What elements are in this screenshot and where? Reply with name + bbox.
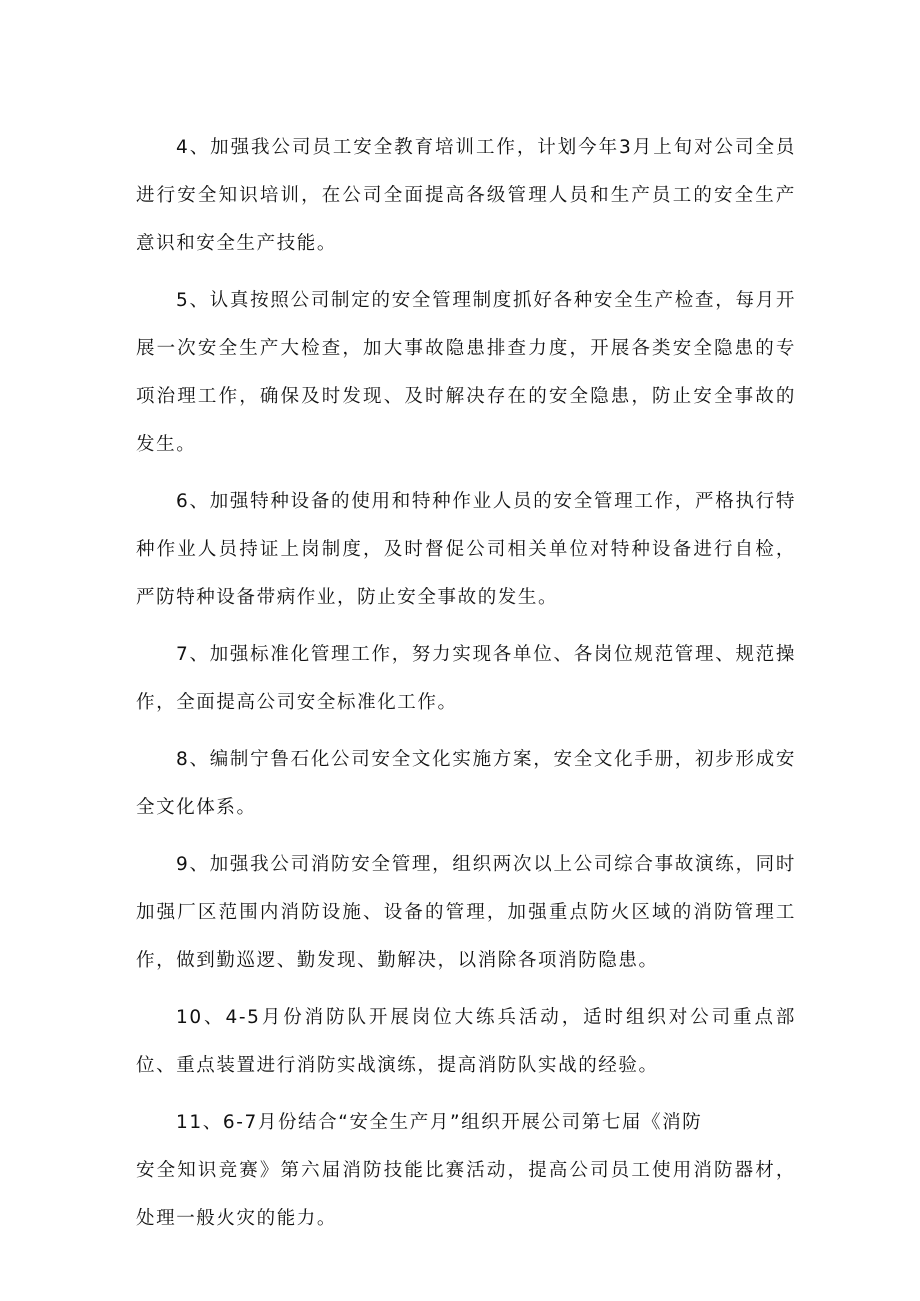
paragraph-item-8: 8、编制宁鲁石化公司安全文化实施方案，安全文化手册，初步形成安全文化体系。 — [136, 749, 796, 818]
paragraph-item-6: 6、加强特种设备的使用和特种作业人员的安全管理工作，严格执行特种作业人员持证上岗制度，及时督促公司相关单位对特种设备进行自检，严防特种设备带病作业，防止安全事故的发生。 — [136, 491, 796, 608]
document-body — [136, 124, 796, 1252]
paragraph-item-7: 7、加强标准化管理工作，努力实现各单位、各岗位规范管理、规范操作，全面提高公司安全标准化工作。 — [136, 644, 796, 713]
paragraph-item-11: 11、6-7月份结合“安全生产月”组织开展公司第七届《消防 安全知识竞赛》第六届消防技能比赛活动，提高公司员工使用消防器材，处理一般火灾的能力。 — [136, 1112, 796, 1229]
paragraph-item-5: 5、认真按照公司制定的安全管理制度抓好各种安全生产检查，每月开展一次安全生产大检查，加大事故隐患排查力度，开展各类安全隐患的专项治理工作，确保及时发现、及时解决存在的安全隐患，防止安全事故的发生。 — [136, 290, 796, 455]
paragraph-item-10: 10、4-5月份消防队开展岗位大练兵活动，适时组织对公司重点部位、重点装置进行消防实战演练，提高消防队实战的经验。 — [136, 1007, 796, 1076]
paragraph-item-4: 4、加强我公司员工安全教育培训工作，计划今年3月上旬对公司全员进行安全知识培训，在公司全面提高各级管理人员和生产员工的安全生产意识和安全生产技能。 — [136, 137, 796, 254]
paragraph-item-9: 9、加强我公司消防安全管理，组织两次以上公司综合事故演练，同时加强厂区范围内消防设施、设备的管理，加强重点防火区域的消防管理工作，做到勤巡逻、勤发现、勤解决，以消除各项消防隐患。 — [136, 854, 796, 971]
